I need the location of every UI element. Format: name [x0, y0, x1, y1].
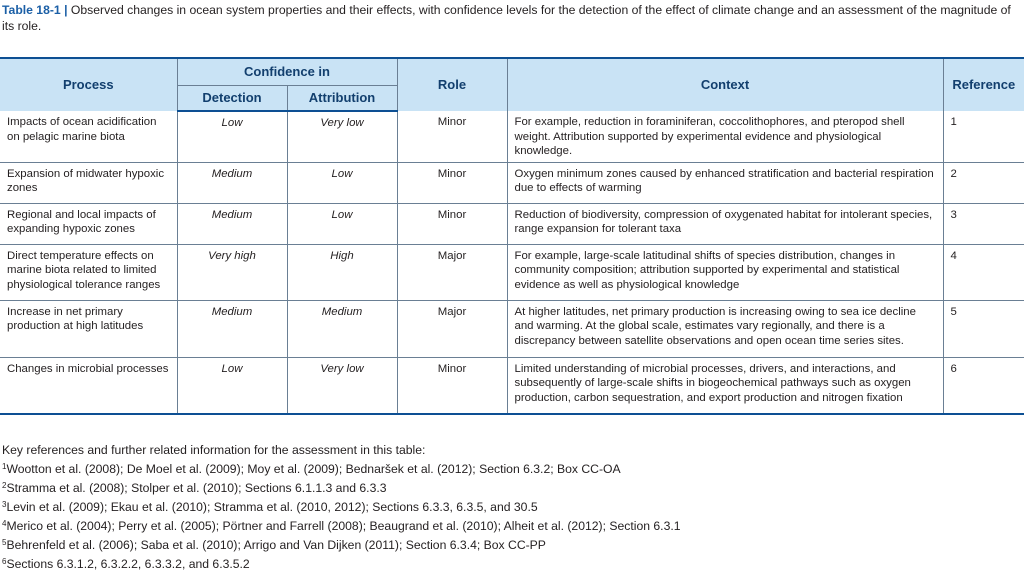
note-mark: 2: [2, 481, 7, 490]
header-reference: Reference: [943, 58, 1024, 111]
table-row: [0, 111, 1024, 162]
cell-detection: Medium: [177, 300, 287, 357]
note-text: Wootton et al. (2008); De Moel et al. (2009); Moy et al. (2009); Bednaršek et al. (2012); Section 6.3.2; Box CC-OA: [6, 462, 621, 476]
cell-process: Direct temperature effects on marine biota related to limited physiological tolerance ranges: [0, 244, 177, 300]
note-text: Behrenfeld et al. (2006); Saba et al. (2010); Arrigo and Van Dijken (2011); Section 6.3.4; Box CC-PP: [6, 538, 546, 552]
note-text: Merico et al. (2004); Perry et al. (2005); Pörtner and Farrell (2008); Beaugrand et al. (2010); Alheit et al. (2012); Section 6.3.1: [6, 519, 681, 533]
table-row: [0, 162, 1024, 203]
note-text: Stramma et al. (2008); Stolper et al. (2010); Sections 6.1.1.3 and 6.3.3: [6, 481, 387, 495]
cell-role: Minor: [397, 162, 507, 203]
cell-reference: 6: [943, 357, 1024, 414]
table-caption: [2, 2, 1020, 34]
header-process: Process: [0, 58, 177, 111]
table-row: [0, 203, 1024, 244]
notes-intro: Key references and further related information for the assessment in this table:: [2, 443, 426, 457]
cell-reference: 4: [943, 244, 1024, 300]
cell-attribution: Very low: [287, 357, 397, 414]
cell-process: Changes in microbial processes: [0, 357, 177, 414]
cell-attribution: Medium: [287, 300, 397, 357]
cell-process: Impacts of ocean acidification on pelagic marine biota: [0, 111, 177, 162]
note-mark: 1: [2, 462, 7, 471]
note-item: [2, 498, 1020, 517]
cell-context: For example, large-scale latitudinal shifts of species distribution, changes in community composition; attribution supported by experimental and statistical evidence as well as physiological knowledge: [507, 244, 943, 300]
header-attribution: Attribution: [287, 86, 397, 112]
note-text: Sections 6.3.1.2, 6.3.2.2, 6.3.3.2, and 6.3.5.2: [6, 557, 250, 571]
cell-role: Major: [397, 244, 507, 300]
cell-detection: Low: [177, 111, 287, 162]
table-row: [0, 244, 1024, 300]
references-notes: [2, 441, 1020, 574]
cell-role: Minor: [397, 203, 507, 244]
cell-process: Increase in net primary production at high latitudes: [0, 300, 177, 357]
cell-process: Expansion of midwater hypoxic zones: [0, 162, 177, 203]
header-confidence-in: Confidence in: [177, 58, 397, 86]
cell-detection: Medium: [177, 162, 287, 203]
note-mark: 6: [2, 557, 7, 566]
header-role: Role: [397, 58, 507, 111]
note-item: [2, 460, 1020, 479]
cell-attribution: High: [287, 244, 397, 300]
table-number: Table 18-1: [2, 3, 61, 17]
data-table: [0, 57, 1024, 415]
note-mark: 4: [2, 519, 7, 528]
note-item: [2, 479, 1020, 498]
cell-context: Reduction of biodiversity, compression of oxygenated habitat for intolerant species, range expansion for tolerant taxa: [507, 203, 943, 244]
cell-reference: 2: [943, 162, 1024, 203]
cell-reference: 1: [943, 111, 1024, 162]
cell-context: Limited understanding of microbial processes, drivers, and interactions, and subsequently of large-scale shifts in biogeochemical pathways such as oxygen production, carbon sequestration, and export production and nitrogen fixation: [507, 357, 943, 414]
cell-detection: Very high: [177, 244, 287, 300]
cell-attribution: Low: [287, 162, 397, 203]
header-context: Context: [507, 58, 943, 111]
cell-detection: Low: [177, 357, 287, 414]
cell-reference: 5: [943, 300, 1024, 357]
cell-reference: 3: [943, 203, 1024, 244]
note-text: Levin et al. (2009); Ekau et al. (2010); Stramma et al. (2010, 2012); Sections 6.3.3, 6.3.5, and 30.5: [6, 500, 538, 514]
cell-context: Oxygen minimum zones caused by enhanced stratification and bacterial respiration due to effects of warming: [507, 162, 943, 203]
table-row: [0, 357, 1024, 414]
cell-attribution: Low: [287, 203, 397, 244]
caption-text: Observed changes in ocean system properties and their effects, with confidence levels for the detection of the effect of climate change and an assessment of the magnitude of its role.: [2, 3, 1011, 33]
note-item: [2, 517, 1020, 536]
cell-role: Minor: [397, 357, 507, 414]
cell-attribution: Very low: [287, 111, 397, 162]
header-detection: Detection: [177, 86, 287, 112]
note-mark: 3: [2, 500, 7, 509]
table-row: [0, 300, 1024, 357]
cell-detection: Medium: [177, 203, 287, 244]
table-header: [0, 58, 1024, 111]
caption-separator: |: [60, 3, 71, 17]
cell-role: Minor: [397, 111, 507, 162]
cell-role: Major: [397, 300, 507, 357]
cell-context: At higher latitudes, net primary production is increasing owing to sea ice decline and warming. At the global scale, estimates vary regionally, and there is a discrepancy between satellite observations and open ocean time series sites.: [507, 300, 943, 357]
note-mark: 5: [2, 538, 7, 547]
note-item: [2, 555, 1020, 574]
cell-context: For example, reduction in foraminiferan, coccolithophores, and pteropod shell weight. Attribution supported by experimental evidence and physiological knowledge.: [507, 111, 943, 162]
cell-process: Regional and local impacts of expanding hypoxic zones: [0, 203, 177, 244]
table-body: [0, 111, 1024, 414]
note-item: [2, 536, 1020, 555]
